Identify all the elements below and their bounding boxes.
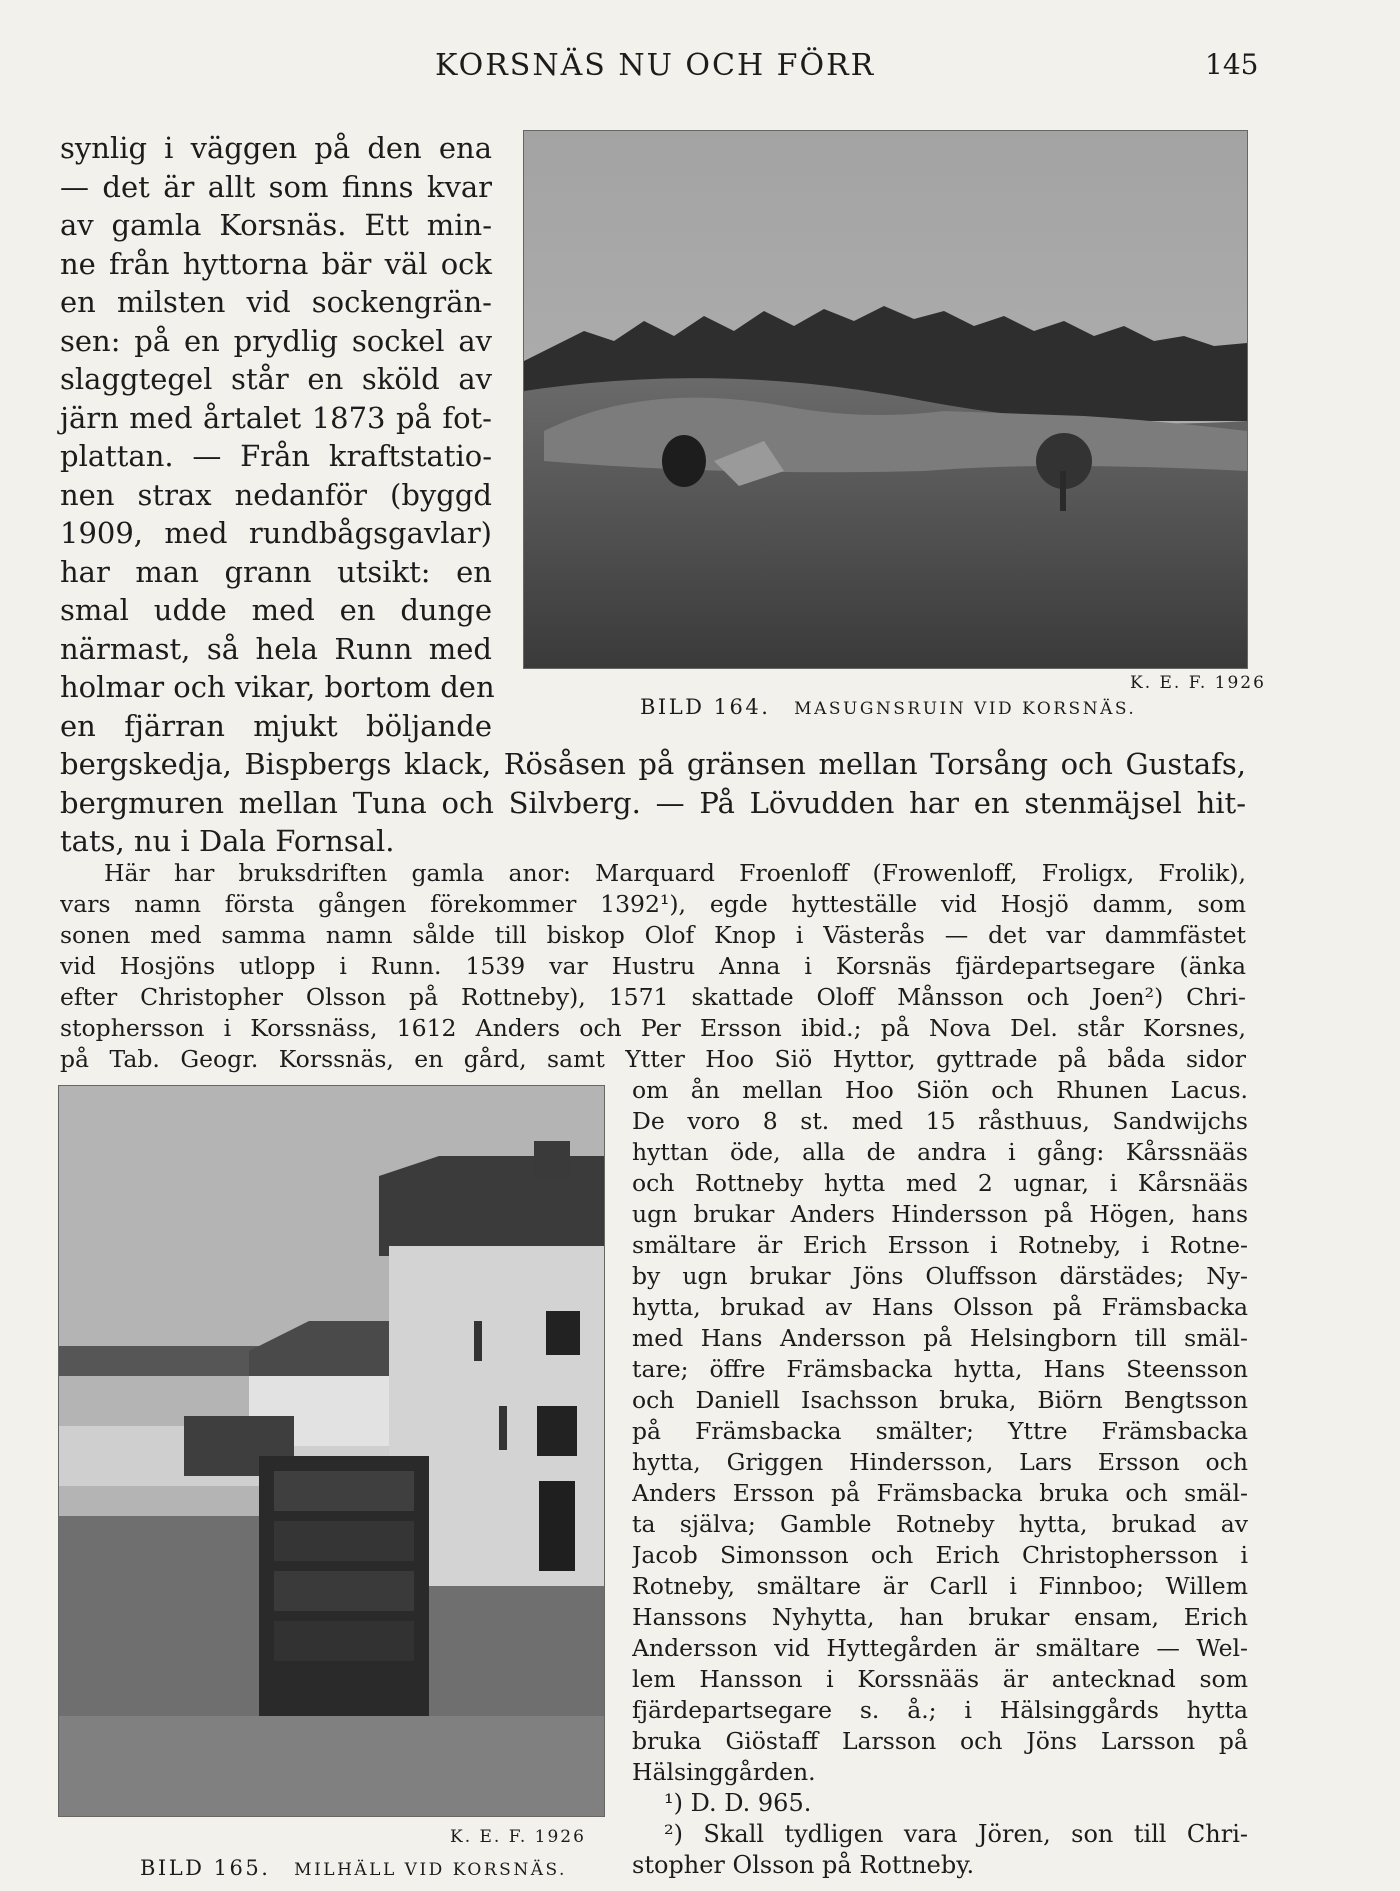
text-line: smal udde med en dunge xyxy=(60,593,492,627)
text-line: järn med årtalet 1873 på fot- xyxy=(60,400,492,435)
text-line: en fjärran mjukt böljande xyxy=(60,708,492,743)
text-line: vars namn första gången förekommer 1392¹), egde hytteställe vid Hosjö damm, som xyxy=(60,890,1246,918)
text-line: synlig i väggen på den ena xyxy=(60,131,492,165)
text-line: bruka Giöstaff Larsson och Jöns Larsson på xyxy=(632,1727,1248,1755)
text-line: holmar och vikar, bortom den xyxy=(60,670,495,704)
figure-164-credit: K. E. F. 1926 xyxy=(1130,673,1266,693)
text-line: ugn brukar Anders Hindersson på Högen, hans xyxy=(632,1200,1248,1228)
text-line: sen: på en prydlig sockel av xyxy=(60,323,492,358)
text-line: med Hans Andersson på Helsingborn till smäl- xyxy=(632,1324,1248,1352)
footnote-2-cont: stopher Olsson på Rottneby. xyxy=(632,1851,975,1879)
text-line: på Tab. Geogr. Korssnäs, en gård, samt Ytter Hoo Siö Hyttor, gyttrade på båda sidor xyxy=(60,1045,1246,1073)
text-line: ne från hyttorna bär väl ock xyxy=(60,246,492,281)
figure-165-title: MILHÄLL VID KORSNÄS. xyxy=(294,1860,567,1880)
text-line: slaggtegel står en sköld av xyxy=(60,362,492,396)
text-line: en milsten vid sockengrän- xyxy=(60,285,492,319)
text-line: hytta, Griggen Hindersson, Lars Ersson och xyxy=(632,1448,1248,1476)
text-line: närmast, så hela Runn med xyxy=(60,631,492,666)
text-line: efter Christopher Olsson på Rottneby), 1571 skattade Oloff Månsson och Joen²) Chri- xyxy=(60,983,1246,1011)
text-line: — det är allt som finns kvar xyxy=(60,169,492,204)
text-line: om ån mellan Hoo Siön och Rhunen Lacus. xyxy=(632,1076,1248,1104)
text-line: vid Hosjöns utlopp i Runn. 1539 var Hustru Anna i Korsnäs fjärdepartsegare (änka xyxy=(60,952,1246,980)
text-line: Hanssons Nyhytta, han brukar ensam, Erich xyxy=(632,1603,1248,1631)
text-line: De voro 8 st. med 15 råsthuus, Sandwijchs xyxy=(632,1107,1248,1135)
text-line: Andersson vid Hyttegården är smältare — Wel- xyxy=(632,1634,1248,1662)
text-line: bergmuren mellan Tuna och Silvberg. — På Lövudden har en stenmäjsel hit- xyxy=(60,785,1246,820)
text-line: lem Hansson i Korssnääs är antecknad som xyxy=(632,1665,1248,1693)
text-line: hytta, brukad av Hans Olsson på Främsbacka xyxy=(632,1293,1248,1321)
text-line: nen strax nedanför (byggd xyxy=(60,477,492,512)
text-line: plattan. — Från kraftstatio- xyxy=(60,439,492,473)
paragraph-small-right xyxy=(632,1075,1248,1788)
footnotes xyxy=(632,1788,1248,1881)
figure-164-title: MASUGNSRUIN VID KORSNÄS. xyxy=(794,699,1137,719)
text-line: by ugn brukar Jöns Oluffsson därstädes; Ny- xyxy=(632,1262,1248,1290)
footnote-1: ¹) D. D. 965. xyxy=(664,1789,812,1817)
text-line: och Rottneby hytta med 2 ugnar, i Kårsnääs xyxy=(632,1169,1248,1197)
text-line: bergskedja, Bispbergs klack, Rösåsen på gränsen mellan Torsång och Gustafs, xyxy=(60,747,1246,781)
figure-165-credit: K. E. F. 1926 xyxy=(450,1827,586,1847)
text-line: Anders Ersson på Främsbacka bruka och smäl- xyxy=(632,1479,1248,1507)
text-line: Här har bruksdriften gamla anor: Marquard Froenloff (Frowenloff, Froligx, Frolik), xyxy=(104,859,1246,887)
text-line: på Främsbacka smälter; Yttre Främsbacka xyxy=(632,1417,1248,1445)
text-line: smältare är Erich Ersson i Rotneby, i Rotne- xyxy=(632,1231,1248,1259)
text-line: Hälsinggården. xyxy=(632,1758,816,1786)
figure-165-caption xyxy=(140,1856,567,1880)
text-line: Jacob Simonsson och Erich Christophersson i xyxy=(632,1541,1248,1569)
page-number: 145 xyxy=(1205,48,1259,81)
text-line: hyttan öde, alla de andra i gång: Kårssnääs xyxy=(632,1138,1248,1166)
text-line: stophersson i Korssnäss, 1612 Anders och Per Ersson ibid.; på Nova Del. står Korsnes, xyxy=(60,1014,1246,1042)
figure-164-label: BILD 164. xyxy=(640,695,771,719)
paragraph-wrap-top xyxy=(60,129,495,745)
paragraph-small-full xyxy=(60,858,1246,1075)
figure-164-caption xyxy=(640,695,1136,719)
photo-masugnsruin xyxy=(523,130,1248,669)
text-line: Rotneby, smältare är Carll i Finnboo; Willem xyxy=(632,1572,1248,1600)
text-line: ta själva; Gamble Rotneby hytta, brukad av xyxy=(632,1510,1248,1538)
text-line: sonen med samma namn sålde till biskop Olof Knop i Västerås — det var dammfästet xyxy=(60,921,1246,949)
running-head: KORSNÄS NU OCH FÖRR xyxy=(435,48,876,83)
footnote-2: ²) Skall tydligen vara Jören, son till Chri- xyxy=(664,1820,1248,1848)
text-line: tare; öffre Främsbacka hytta, Hans Steensson xyxy=(632,1355,1248,1383)
text-line: och Daniell Isachsson bruka, Biörn Bengtsson xyxy=(632,1386,1248,1414)
text-line: fjärdepartsegare s. å.; i Hälsinggårds hytta xyxy=(632,1696,1248,1724)
text-line: 1909, med rundbågsgavlar) xyxy=(60,516,492,550)
page-header xyxy=(0,48,1400,88)
figure-165-label: BILD 165. xyxy=(140,1856,271,1880)
paragraph-full-width xyxy=(60,745,1246,861)
text-line: av gamla Korsnäs. Ett min- xyxy=(60,208,492,242)
text-line: har man grann utsikt: en xyxy=(60,554,492,589)
text-line: tats, nu i Dala Fornsal. xyxy=(60,824,395,858)
photo-milhall xyxy=(58,1085,605,1817)
